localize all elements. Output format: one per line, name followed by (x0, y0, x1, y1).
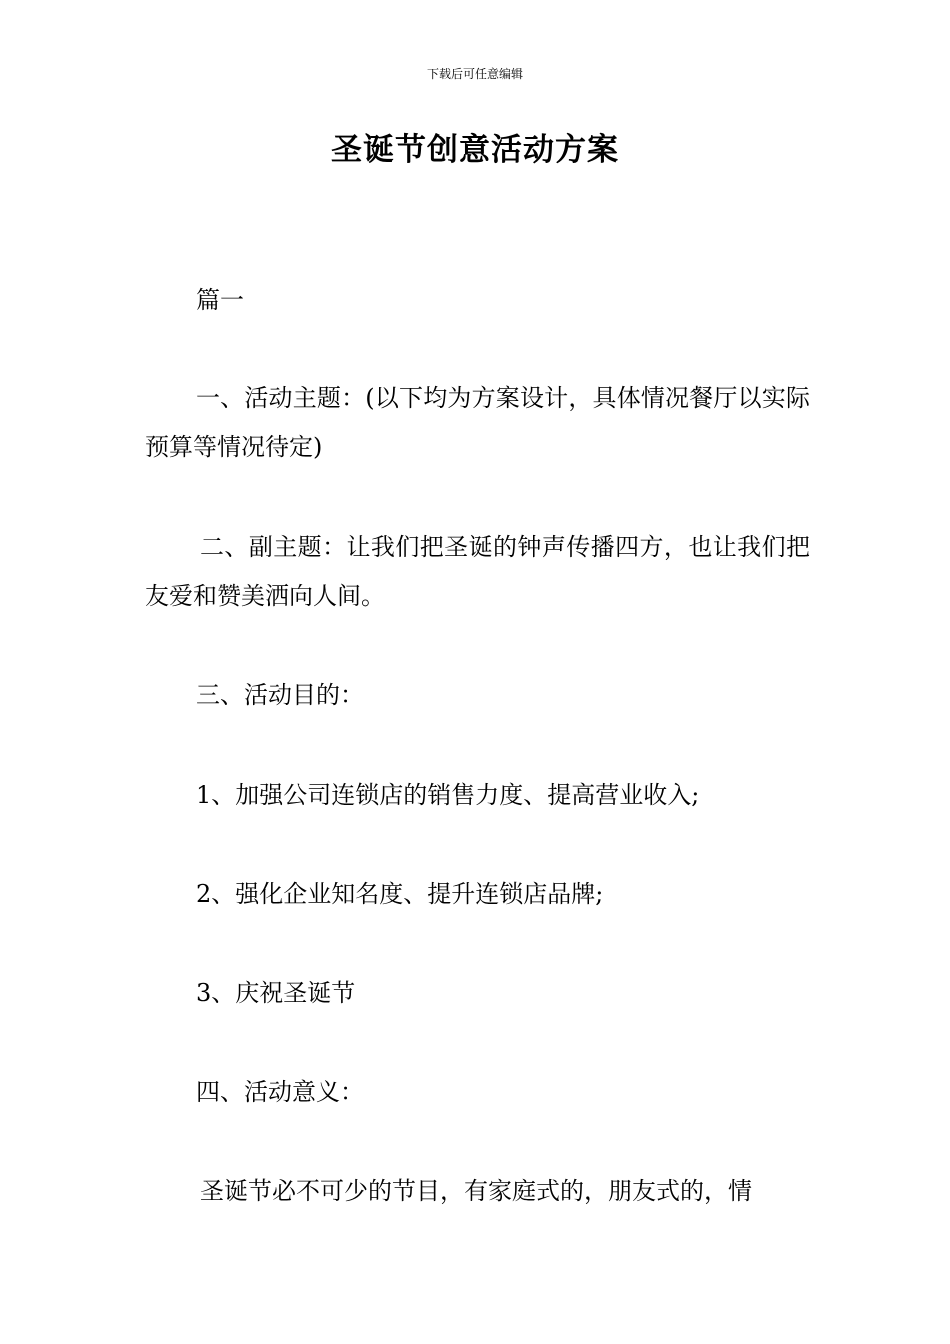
list-item-purpose-2: 2、强化企业知名度、提升连锁店品牌; (196, 880, 604, 908)
header-note: 下载后可任意编辑 (426, 67, 523, 81)
document-title: 圣诞节创意活动方案 (331, 132, 619, 168)
paragraph-activity-significance: 圣诞节必不可少的节目，有家庭式的，朋友式的，情 (200, 1177, 752, 1205)
list-item-purpose-1: 1、加强公司连锁店的销售力度、提高营业收入; (196, 781, 700, 809)
paragraph-activity-purpose-heading: 三、活动目的： (196, 681, 364, 709)
paragraph-activity-theme: 一、活动主题：(以下均为方案设计，具体情况餐厅以实际预算等情况待定) (145, 384, 810, 461)
list-item-purpose-3: 3、庆祝圣诞节 (196, 979, 356, 1007)
section-label: 篇一 (196, 286, 244, 314)
paragraph-sub-theme: 二、副主题：让我们把圣诞的钟声传播四方，也让我们把友爱和赞美洒向人间。 (145, 533, 810, 610)
paragraph-activity-significance-heading: 四、活动意义： (196, 1078, 364, 1106)
